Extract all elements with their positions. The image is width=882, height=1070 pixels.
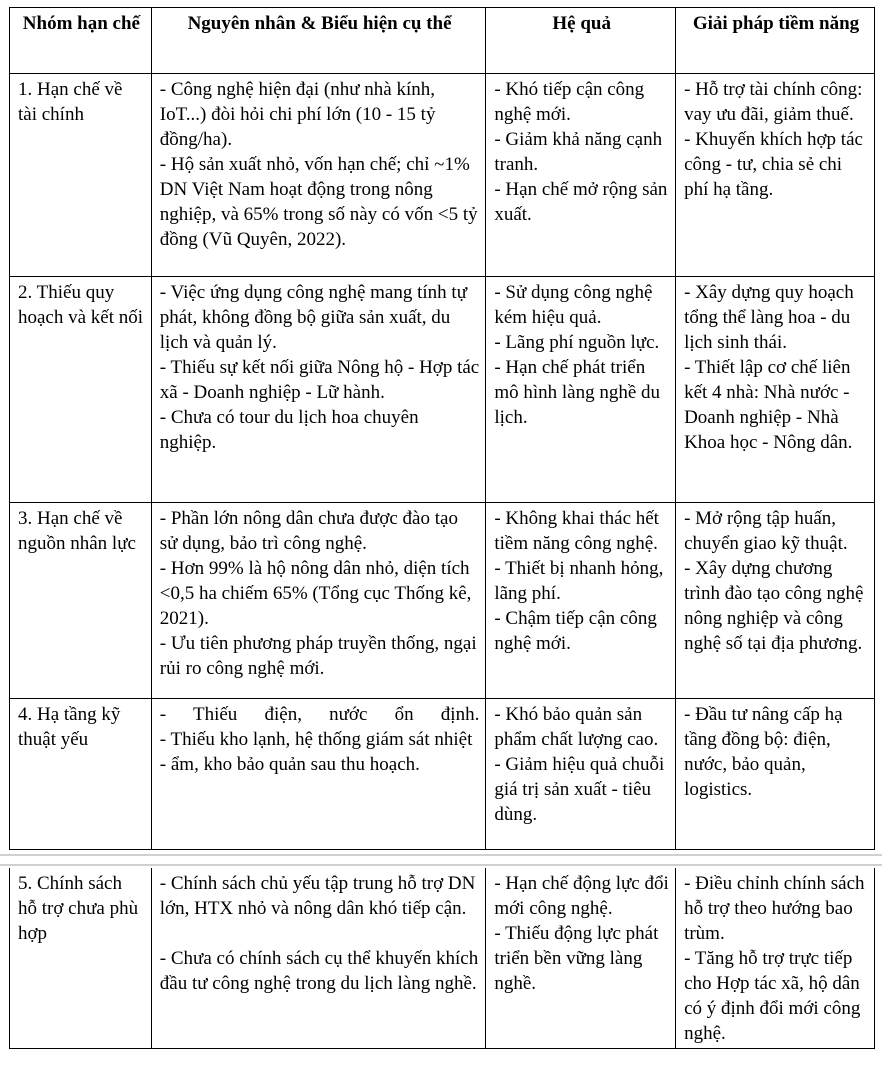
solution-item: - Đầu tư nâng cấp hạ tầng đồng bộ: điện, nước, bảo quản, logistics. <box>684 704 843 800</box>
solution-item: - Hỗ trợ tài chính công: vay ưu đãi, giảm thuế. <box>684 79 863 125</box>
effect-item: - Khó tiếp cận công nghệ mới. <box>494 79 645 125</box>
table-row <box>10 74 875 277</box>
row-solutions <box>676 868 875 1049</box>
solution-item: - Mở rộng tập huấn, chuyển giao kỹ thuật. <box>684 508 848 554</box>
row-group: 3. Hạn chế về nguồn nhân lực <box>10 503 152 699</box>
cause-item: - Hơn 99% là hộ nông dân nhỏ, diện tích <0,5 ha chiếm 65% (Tổng cục Thống kê, 2021). <box>159 558 472 629</box>
effect-item: - Thiết bị nhanh hỏng, lãng phí. <box>494 558 664 604</box>
table-header-row <box>10 8 875 74</box>
row-solutions <box>676 74 875 277</box>
row-causes <box>151 868 486 1049</box>
cause-item: - Thiếu kho lạnh, hệ thống giám sát nhiệt - ẩm, kho bảo quản sau thu hoạch. <box>159 729 473 775</box>
effect-item: - Khó bảo quản sản phẩm chất lượng cao. <box>494 704 659 750</box>
solution-item: - Xây dựng chương trình đào tạo công nghệ nông nghiệp và công nghệ số tại địa phương. <box>684 558 864 654</box>
page-edge <box>0 854 882 856</box>
header-solutions: Giải pháp tiềm năng <box>676 8 875 74</box>
row-effects <box>486 503 676 699</box>
effect-item: - Hạn chế mở rộng sản xuất. <box>494 179 668 225</box>
cause-item: - Thiếu sự kết nối giữa Nông hộ - Hợp tác xã - Doanh nghiệp - Lữ hành. <box>159 357 480 403</box>
page-edge <box>0 864 882 866</box>
solution-item: - Xây dựng quy hoạch tổng thể làng hoa - du lịch sinh thái. <box>684 282 854 353</box>
cause-item: - Việc ứng dụng công nghệ mang tính tự phát, không đồng bộ giữa sản xuất, du lịch và quản lý. <box>159 282 468 353</box>
row-effects <box>486 868 676 1049</box>
effect-item: - Hạn chế động lực đổi mới công nghệ. <box>494 873 669 919</box>
table-row <box>10 503 875 699</box>
effect-item: - Không khai thác hết tiềm năng công nghệ. <box>494 508 659 554</box>
row-effects <box>486 277 676 503</box>
cause-item: - Hộ sản xuất nhỏ, vốn hạn chế; chỉ ~1% DN Việt Nam hoạt động trong nông nghiệp, và 65% trong số này có vốn <5 tỷ đồng (Vũ Quyên, 2022). <box>159 154 478 250</box>
limitations-table-continued <box>9 868 875 1049</box>
row-causes <box>151 503 486 699</box>
effect-item: - Giảm hiệu quả chuỗi giá trị sản xuất - tiêu dùng. <box>494 754 665 825</box>
cause-item: - Thiếu điện, nước ổn định. <box>159 704 480 725</box>
row-group: 4. Hạ tầng kỹ thuật yếu <box>10 699 152 850</box>
cause-item: - Phần lớn nông dân chưa được đào tạo sử dụng, bảo trì công nghệ. <box>159 508 458 554</box>
row-causes <box>151 277 486 503</box>
row-group: 2. Thiếu quy hoạch và kết nối <box>10 277 152 503</box>
solution-item: - Điều chỉnh chính sách hỗ trợ theo hướng bao trùm. <box>684 873 865 944</box>
cause-item: - Công nghệ hiện đại (như nhà kính, IoT...) đòi hỏi chi phí lớn (10 - 15 tỷ đồng/ha). <box>159 79 436 150</box>
cause-item: - Chưa có chính sách cụ thể khuyến khích đầu tư công nghệ trong du lịch làng nghề. <box>159 948 479 994</box>
header-effects: Hệ quả <box>486 8 676 74</box>
cause-item: - Chính sách chủ yếu tập trung hỗ trợ DN lớn, HTX nhỏ và nông dân khó tiếp cận. <box>159 873 476 919</box>
effect-item: - Chậm tiếp cận công nghệ mới. <box>494 608 657 654</box>
effect-item: - Lãng phí nguồn lực. <box>494 332 660 353</box>
row-effects <box>486 699 676 850</box>
row-solutions <box>676 503 875 699</box>
row-solutions <box>676 277 875 503</box>
row-group: 1. Hạn chế về tài chính <box>10 74 152 277</box>
page-break <box>0 851 882 869</box>
table-row <box>10 277 875 503</box>
row-group: 5. Chính sách hỗ trợ chưa phù hợp <box>10 868 152 1049</box>
effect-item: - Giảm khả năng cạnh tranh. <box>494 129 663 175</box>
limitations-table <box>9 7 875 850</box>
header-group: Nhóm hạn chế <box>10 8 152 74</box>
solution-item: - Thiết lập cơ chế liên kết 4 nhà: Nhà nước - Doanh nghiệp - Nhà Khoa học - Nông dân. <box>684 357 853 453</box>
blank-line <box>160 921 480 946</box>
header-causes: Nguyên nhân & Biểu hiện cụ thể <box>151 8 486 74</box>
effect-item: - Thiếu động lực phát triển bền vững làng nghề. <box>494 923 659 994</box>
solution-item: - Tăng hỗ trợ trực tiếp cho Hợp tác xã, hộ dân có ý định đổi mới công nghệ. <box>684 948 861 1044</box>
row-causes <box>151 699 486 850</box>
solution-item: - Khuyến khích hợp tác công - tư, chia sẻ chi phí hạ tầng. <box>684 129 863 200</box>
row-effects <box>486 74 676 277</box>
row-causes <box>151 74 486 277</box>
cause-item: - Ưu tiên phương pháp truyền thống, ngại rủi ro công nghệ mới. <box>159 633 477 679</box>
table-row <box>10 699 875 850</box>
row-solutions <box>676 699 875 850</box>
effect-item: - Hạn chế phát triển mô hình làng nghề du lịch. <box>494 357 661 428</box>
cause-item: - Chưa có tour du lịch hoa chuyên nghiệp. <box>159 407 419 453</box>
effect-item: - Sử dụng công nghệ kém hiệu quả. <box>494 282 653 328</box>
table-row <box>10 868 875 1049</box>
